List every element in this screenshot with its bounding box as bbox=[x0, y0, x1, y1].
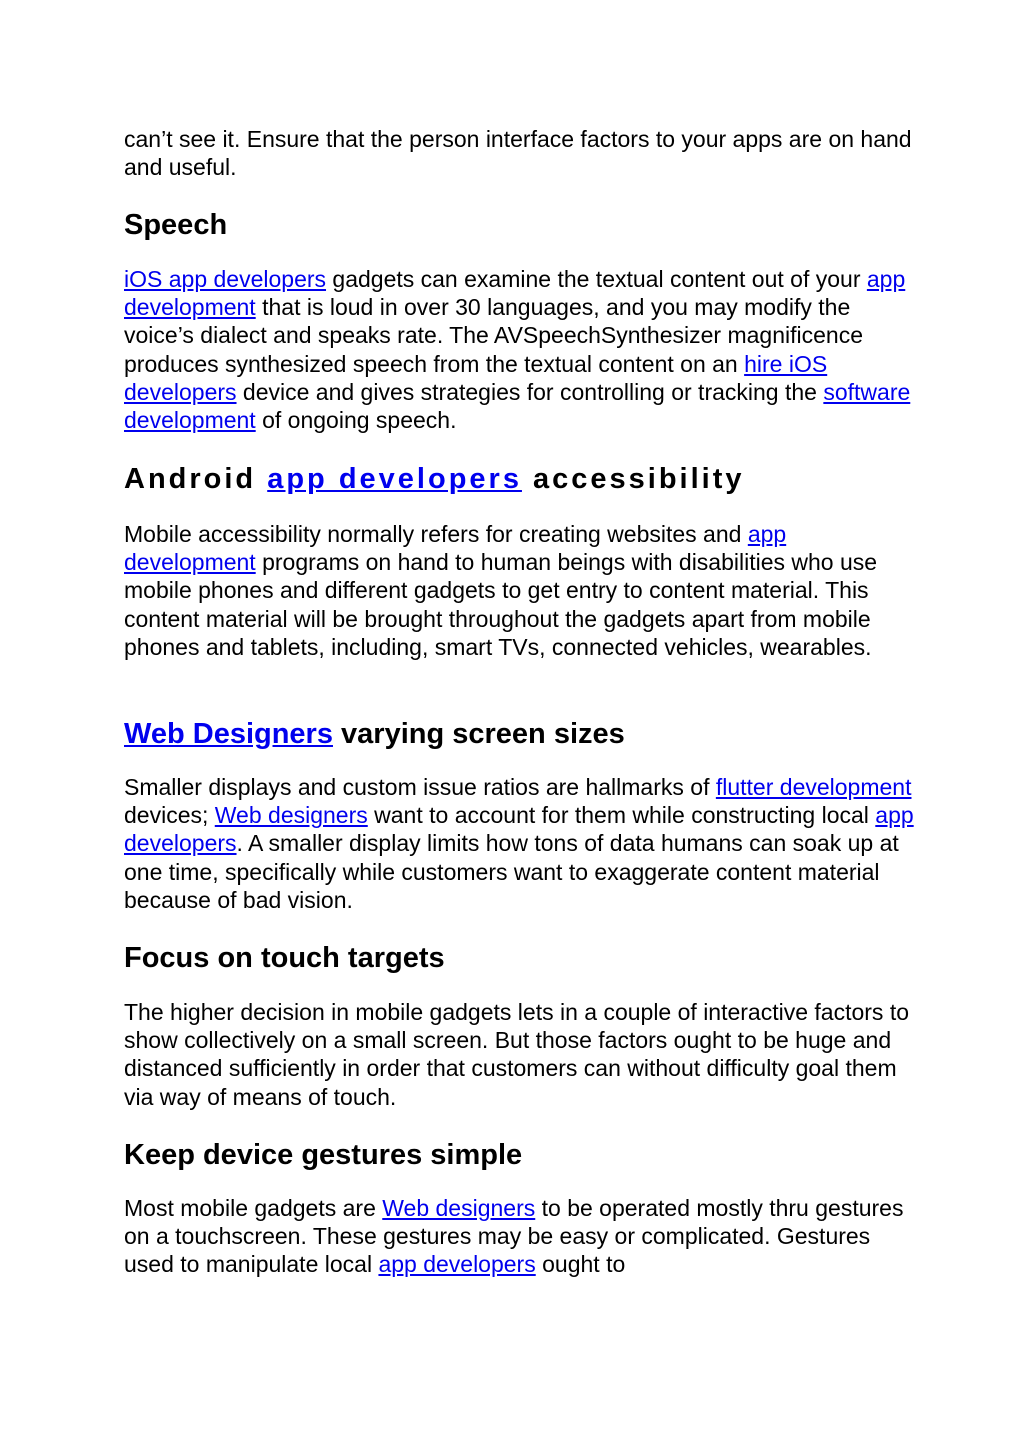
app-developers-link[interactable]: app developers bbox=[124, 802, 914, 857]
touch-text: The higher decision in mobile gadgets lets in a couple of interactive factors to show collectively on a small screen. But those factors ought to be huge and distanced sufficiently in order that customers can without difficulty goal them via way of means of touch. bbox=[124, 999, 909, 1110]
gestures-text-0: Most mobile gadgets are bbox=[124, 1195, 383, 1221]
speech-heading: Speech bbox=[124, 209, 228, 241]
speech-text-2: that is loud in over 30 languages, and you may modify the voice’s dialect and speaks rate. The AVSpeechSynthesizer magnificence produces synthesized speech from the textual content on an bbox=[124, 294, 863, 377]
screen-sizes-paragraph bbox=[124, 773, 914, 914]
speech-paragraph bbox=[124, 265, 914, 434]
intro-text: can’t see it. Ensure that the person interface factors to your apps are on hand and useful. bbox=[124, 126, 912, 181]
gestures-text-2: ought to bbox=[535, 1251, 626, 1278]
screen-sizes-heading bbox=[124, 716, 914, 752]
android-heading-pre: Android bbox=[124, 463, 268, 495]
screens-text-2: want to account for them while constructing local bbox=[367, 802, 876, 829]
android-text-0: Mobile accessibility normally refers for creating websites and bbox=[124, 521, 748, 547]
app-development-link[interactable]: app development bbox=[124, 266, 906, 321]
intro-paragraph bbox=[124, 125, 914, 181]
software-development-link[interactable]: software development bbox=[124, 378, 911, 434]
screens-text-1: devices; bbox=[124, 802, 215, 829]
touch-targets-heading: Focus on touch targets bbox=[124, 942, 445, 974]
gestures-heading: Keep device gestures simple bbox=[124, 1139, 523, 1171]
android-text-1: programs on hand to human beings with disabilities who use mobile phones and different gadgets to get entry to content material. This content material will be brought throughout the gadgets apart from mobile phones and tablets, including, smart TVs, connected vehicles, wearables. bbox=[124, 549, 878, 660]
android-heading-post: accessibility bbox=[521, 463, 745, 495]
ios-app-developers-link[interactable]: iOS app developers bbox=[124, 266, 327, 292]
flutter-development-link[interactable]: flutter development bbox=[715, 774, 912, 800]
gestures-web-designers-link[interactable]: Web designers bbox=[382, 1195, 536, 1221]
touch-targets-paragraph bbox=[124, 998, 914, 1111]
web-designers-heading-link[interactable]: Web Designers bbox=[124, 718, 333, 750]
screens-text-0: Smaller displays and custom issue ratios are hallmarks of bbox=[124, 774, 716, 800]
gestures-text-1: to be operated mostly thru gestures on a touchscreen. These gestures may be easy or complicated. Gestures used to manipulate local bbox=[124, 1195, 904, 1278]
android-app-development-link[interactable]: app development bbox=[124, 521, 787, 576]
speech-text-1: gadgets can examine the textual content out of your bbox=[326, 266, 867, 292]
gestures-paragraph bbox=[124, 1194, 914, 1279]
screens-text-3: . A smaller display limits how tons of data humans can soak up at one time, specifically while customers want to exaggerate content material because of bad vision. bbox=[124, 830, 899, 913]
gestures-app-developers-link[interactable]: app developers bbox=[378, 1251, 536, 1278]
hire-ios-developers-link[interactable]: hire iOS developers bbox=[124, 350, 828, 405]
speech-text-4: of ongoing speech. bbox=[255, 407, 457, 434]
android-heading bbox=[124, 461, 914, 497]
android-heading-app-developers-link[interactable]: app developers bbox=[267, 463, 522, 495]
web-designers-link[interactable]: Web designers bbox=[214, 802, 368, 829]
speech-text-3: device and gives strategies for controlling or tracking the bbox=[236, 378, 824, 405]
screen-sizes-heading-post: varying screen sizes bbox=[332, 718, 625, 750]
android-paragraph bbox=[124, 520, 914, 661]
